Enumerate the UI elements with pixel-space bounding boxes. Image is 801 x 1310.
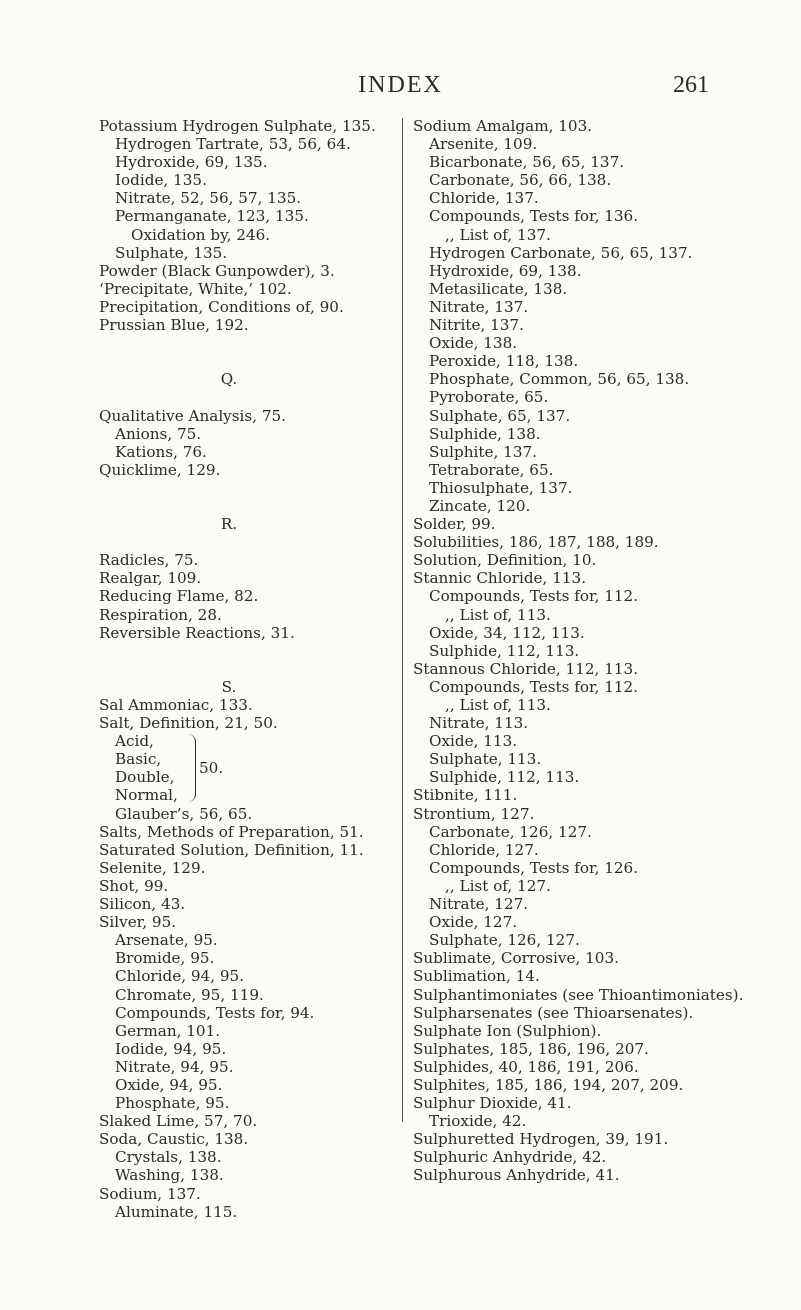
spacer (99, 334, 399, 352)
section-letter-heading: R. (220, 515, 238, 534)
index-subentry: Sulphate, 65, 137. (429, 406, 571, 425)
brace-items (115, 732, 178, 804)
spacer (99, 660, 399, 678)
section-letter-heading: S. (221, 677, 237, 696)
index-entry: Shot, 99. (99, 876, 169, 895)
index-entry: Stannous Chloride, 112, 113. (413, 659, 639, 678)
index-subentry: Metasilicate, 138. (429, 279, 568, 298)
index-entry: Sodium Amalgam, 103. (413, 117, 593, 135)
index-entry: Soda, Caustic, 138. (99, 1130, 249, 1149)
index-subentry: Sulphide, 112, 113. (429, 768, 580, 787)
index-entry: Precipitation, Conditions of, 90. (99, 297, 344, 316)
index-subentry: Nitrate, 52, 56, 57, 135. (115, 189, 302, 208)
index-entry: Solubilities, 186, 187, 188, 189. (413, 533, 659, 552)
index-entry: Solder, 99. (413, 515, 496, 534)
index-subentry: Nitrate, 94, 95. (115, 1057, 234, 1076)
index-entry: Quicklime, 129. (99, 460, 221, 479)
index-subentry: Kations, 76. (115, 442, 207, 461)
index-entry: Stibnite, 111. (413, 786, 518, 805)
index-subentry: Hydroxide, 69, 138. (429, 261, 582, 280)
index-column-right (413, 117, 753, 1185)
index-subentry: Compounds, Tests for, 112. (429, 677, 639, 696)
index-entry: Silver, 95. (99, 913, 177, 932)
spacer (99, 533, 399, 551)
index-entry: Sulpharsenates (see Thioarsenates). (413, 1003, 694, 1022)
index-subentry: Chloride, 127. (429, 840, 539, 859)
index-subentry: Carbonate, 56, 66, 138. (429, 171, 612, 190)
index-subentry: Trioxide, 42. (429, 1112, 527, 1131)
index-subentry: Oxide, 127. (429, 913, 518, 932)
index-subentry: Glauber’s, 56, 65. (115, 804, 253, 823)
index-entry: Radicles, 75. (99, 551, 199, 570)
index-subentry: Pyroborate, 65. (429, 388, 549, 407)
index-subentry: Nitrate, 137. (429, 297, 529, 316)
index-subentry: Sulphate, 113. (429, 750, 542, 769)
index-entry: Sulphites, 185, 186, 194, 207, 209. (413, 1075, 684, 1094)
index-subentry: Crystals, 138. (115, 1148, 222, 1167)
index-subentry: Compounds, Tests for, 126. (429, 858, 639, 877)
index-subentry: Chloride, 94, 95. (115, 967, 245, 986)
spacer (99, 479, 399, 497)
spacer (99, 497, 399, 515)
index-subentry: Bicarbonate, 56, 65, 137. (429, 153, 625, 172)
index-subentry: Nitrite, 137. (429, 316, 524, 335)
index-subentry: Compounds, Tests for, 112. (429, 587, 639, 606)
index-entry: Reducing Flame, 82. (99, 587, 259, 606)
brace-item: Double, (115, 768, 175, 787)
index-subentry: ,, List of, 113. (445, 696, 551, 714)
index-entry: Stannic Chloride, 113. (413, 569, 587, 588)
page-number: 261 (673, 72, 709, 98)
index-entry: Sal Ammoniac, 133. (99, 696, 253, 714)
index-subentry: Nitrate, 127. (429, 895, 529, 914)
index-subentry: Arsenate, 95. (115, 931, 218, 950)
index-entry: Realgar, 109. (99, 569, 202, 588)
index-entry: Selenite, 129. (99, 858, 206, 877)
index-subentry: Sulphate, 135. (115, 243, 228, 262)
index-subentry: Iodide, 94, 95. (115, 1039, 227, 1058)
index-subentry: Aluminate, 115. (115, 1202, 238, 1221)
index-subentry: Oxide, 94, 95. (115, 1075, 223, 1094)
index-entry: Solution, Definition, 10. (413, 551, 597, 570)
index-subentry: Arsenite, 109. (429, 135, 538, 154)
index-subentry: Sulphide, 112, 113. (429, 641, 580, 660)
spacer (99, 352, 399, 370)
index-subentry: Washing, 138. (115, 1166, 224, 1185)
index-entry: Qualitative Analysis, 75. (99, 406, 287, 425)
index-subentry: Oxide, 34, 112, 113. (429, 623, 585, 642)
index-subentry: ,, List of, 113. (445, 605, 551, 624)
index-subentry: Oxidation by, 246. (131, 225, 271, 244)
brace-item: Normal, (115, 786, 178, 805)
index-subentry: Anions, 75. (115, 424, 202, 443)
index-entry: Powder (Black Gunpowder), 3. (99, 261, 335, 280)
index-subentry: Oxide, 138. (429, 334, 518, 353)
brace-item: Basic, (115, 750, 162, 769)
index-entry: Reversible Reactions, 31. (99, 623, 295, 642)
index-column-left (99, 117, 399, 1221)
index-subentry: Thiosulphate, 137. (429, 478, 573, 497)
index-subentry: Permanganate, 123, 135. (115, 207, 309, 226)
index-entry: Salts, Methods of Preparation, 51. (99, 822, 364, 841)
index-entry: Saturated Solution, Definition, 11. (99, 840, 364, 859)
index-entry: Slaked Lime, 57, 70. (99, 1112, 258, 1131)
index-entry: Sulphates, 185, 186, 196, 207. (413, 1039, 649, 1058)
index-entry: Sulphides, 40, 186, 191, 206. (413, 1057, 639, 1076)
index-subentry: Hydroxide, 69, 135. (115, 153, 268, 172)
index-entry: Sulphuric Anhydride, 42. (413, 1148, 607, 1167)
spacer (99, 388, 399, 406)
index-entry: Sulphurous Anhydride, 41. (413, 1166, 620, 1185)
index-subentry: Iodide, 135. (115, 171, 207, 190)
spacer (99, 642, 399, 660)
index-entry: Sulphuretted Hydrogen, 39, 191. (413, 1130, 669, 1149)
section-letter-heading: Q. (220, 370, 238, 389)
brace-item: Acid, (115, 732, 154, 751)
index-entry: Silicon, 43. (99, 895, 186, 914)
index-subentry: Peroxide, 118, 138. (429, 352, 579, 371)
index-subentry: Oxide, 113. (429, 732, 518, 751)
index-subentry: Carbonate, 126, 127. (429, 822, 592, 841)
index-subentry: Sulphide, 138. (429, 424, 541, 443)
index-entry: Sodium, 137. (99, 1184, 201, 1203)
index-entry: Prussian Blue, 192. (99, 316, 249, 335)
right-brace (187, 734, 196, 802)
index-subentry: Chromate, 95, 119. (115, 985, 264, 1004)
index-subentry: Hydrogen Carbonate, 56, 65, 137. (429, 243, 693, 262)
brace-value: 50. (199, 759, 224, 778)
index-subentry: Hydrogen Tartrate, 53, 56, 64. (115, 135, 351, 154)
index-subentry: Compounds, Tests for, 136. (429, 207, 639, 226)
index-subentry: Tetraborate, 65. (429, 460, 554, 479)
index-subentry: ,, List of, 127. (445, 876, 551, 895)
index-entry: Respiration, 28. (99, 605, 222, 624)
index-subentry: Zincate, 120. (429, 496, 531, 515)
index-entry: Sulphur Dioxide, 41. (413, 1094, 572, 1113)
index-subentry: Phosphate, Common, 56, 65, 138. (429, 370, 690, 389)
column-divider (402, 118, 403, 1122)
index-entry: ‘Precipitate, White,’ 102. (99, 279, 292, 298)
index-entry: Potassium Hydrogen Sulphate, 135. (99, 117, 376, 135)
index-subentry: ,, List of, 137. (445, 225, 551, 244)
index-subentry: Sulphite, 137. (429, 442, 537, 461)
index-subentry: Nitrate, 113. (429, 714, 529, 733)
index-entry: Salt, Definition, 21, 50. (99, 714, 278, 733)
index-entry: Sublimate, Corrosive, 103. (413, 949, 619, 968)
index-subentry: Bromide, 95. (115, 949, 215, 968)
index-subentry: Sulphate, 126, 127. (429, 931, 580, 950)
index-subentry: Chloride, 137. (429, 189, 539, 208)
index-entry: Sulphate Ion (Sulphion). (413, 1021, 602, 1040)
index-subentry: German, 101. (115, 1021, 221, 1040)
index-entry: Strontium, 127. (413, 804, 535, 823)
index-subentry: Phosphate, 95. (115, 1094, 230, 1113)
index-entry: Sulphantimoniates (see Thioantimoniates). (413, 985, 744, 1004)
page-title: INDEX (358, 72, 443, 98)
page-header (0, 72, 801, 112)
index-subentry: Compounds, Tests for, 94. (115, 1003, 315, 1022)
index-entry: Sublimation, 14. (413, 967, 540, 986)
brace-group (99, 732, 399, 804)
